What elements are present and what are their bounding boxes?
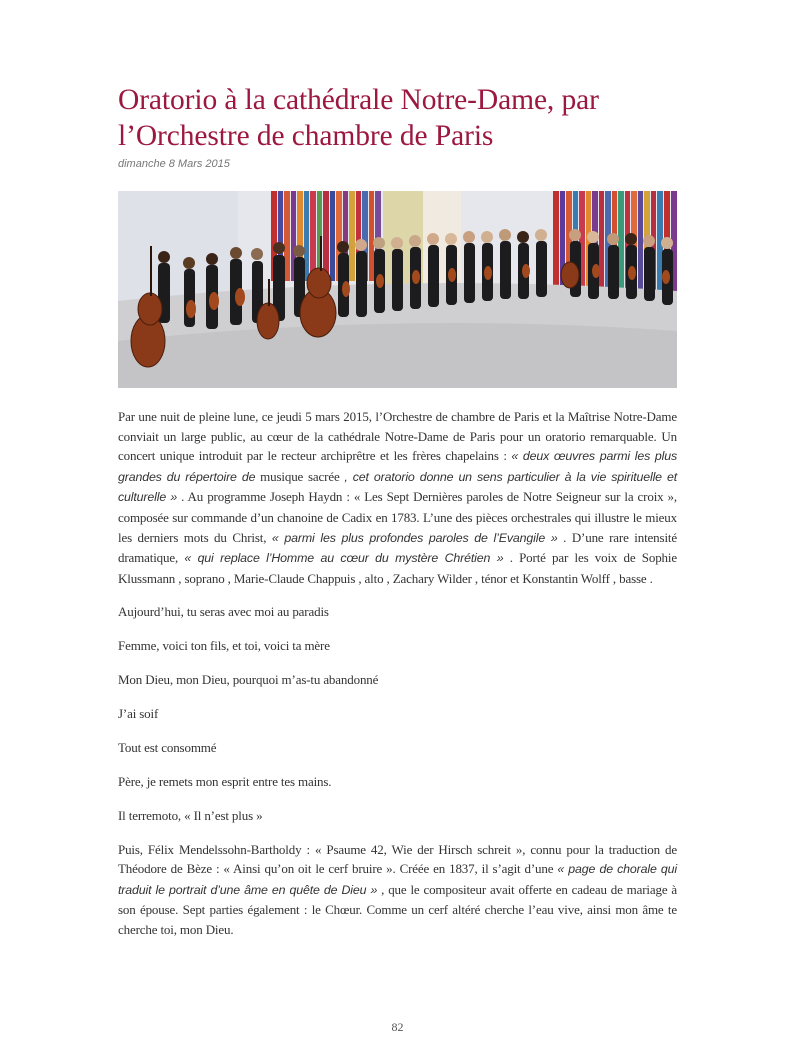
text-run: Puis, Félix Mendelssohn-Bartholdy : « Psaume 42, Wie der Hirsch schreit », connu pour la traduction de Théodore de Bèze : « Ainsi qu’on oit le cerf bruire ». Créée en 1837, il s’agit d’une — [118, 841, 677, 877]
quote: « parmi les plus profondes paroles de l’Evangile » — [271, 530, 558, 545]
text-run: . Porté par les voix de Sophie Klussmann , soprano , Marie-Claude Chappuis , alto , Zachary Wilder , ténor et Konstantin Wolff , basse . — [118, 550, 677, 586]
mendelssohn-paragraph — [118, 840, 677, 940]
orchestra-photo — [118, 191, 677, 388]
article-body — [118, 407, 677, 954]
text-run: . Au programme Joseph Haydn : « Les Sept Dernières paroles de Notre Seigneur sur la croix », composée sur commande d’un chanoine de Cadix en 1783. L’une des pièces orchestrales qui illustre le mieux les derniers mots du Christ, — [118, 489, 678, 545]
word-line: Tout est consommé — [118, 739, 217, 755]
word-line: J’ai soif — [118, 706, 159, 722]
text-run: . D’une rare intensité dramatique, — [118, 529, 677, 566]
intro-paragraph — [118, 407, 677, 588]
article-title: Oratorio à la cathédrale Notre-Dame, par l’Orchestre de chambre de Paris — [118, 84, 599, 152]
text-run: musique sacrée — [255, 468, 345, 484]
orchestra-photo-icon — [118, 191, 677, 388]
quote: « deux œuvres parmi les plus grandes du répertoire de — [118, 449, 677, 484]
word-line: Il terremoto, « Il n’est plus » — [118, 807, 263, 823]
article-date: dimanche 8 Mars 2015 — [118, 158, 230, 170]
quote: « page de chorale qui traduit le portrait d’une âme en quête de Dieu » — [118, 862, 677, 897]
word-line: Père, je remets mon esprit entre tes mains. — [118, 773, 332, 789]
text-run: Par une nuit de pleine lune, ce jeudi 5 mars 2015, l’Orchestre de chambre de Paris et la Maîtrise Notre-Dame conviait un large public, au cœur de la cathédrale Notre-Dame de Paris pour un oratorio remarquable. Un concert unique introduit par le recteur archiprêtre et les frères chapelains : — [118, 409, 677, 464]
word-line: Femme, voici ton fils, et toi, voici ta mère — [118, 638, 330, 654]
page-number: 82 — [391, 1020, 404, 1034]
quote: « qui replace l’Homme au cœur du mystère Chrétien » — [184, 551, 504, 566]
word-line: Aujourd’hui, tu seras avec moi au paradis — [118, 604, 329, 620]
word-line: Mon Dieu, mon Dieu, pourquoi m’as-tu abandonné — [118, 672, 379, 688]
quote: , cet oratorio donne un sens particulier à la vie spirituelle et culturelle » — [118, 469, 677, 505]
text-run: , que le compositeur avait offerte en cadeau de mariage à son épouse. Sept parties également : le Chœur. Comme un cerf altéré cherche l’eau vive, ainsi mon âme te cherche toi, mon Dieu. — [118, 881, 677, 937]
